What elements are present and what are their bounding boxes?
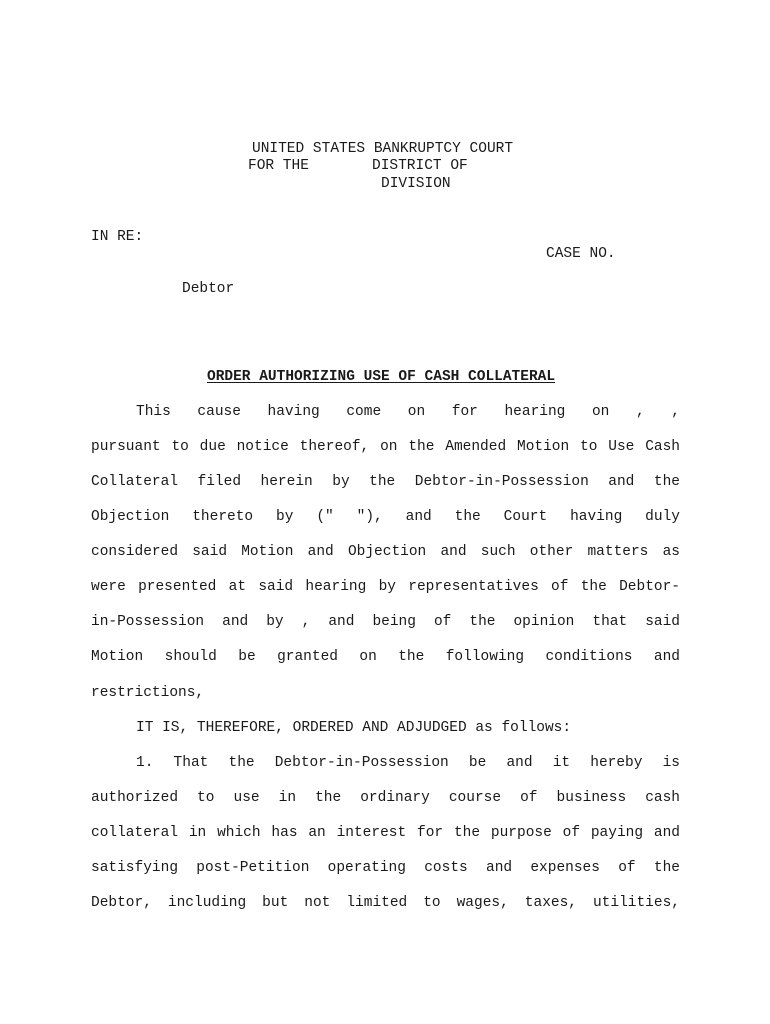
body-line: Collateral filed herein by the Debtor-in-Possession and the [91,474,680,490]
body-line: Motion should be granted on the following conditions and [91,649,680,665]
item-1-line: collateral in which has an interest for the purpose of paying and [91,825,680,841]
district-of-label: DISTRICT OF [372,158,468,174]
item-1-line: 1. That the Debtor-in-Possession be and it hereby is [136,755,680,771]
court-name: UNITED STATES BANKRUPTCY COURT [252,141,514,157]
debtor-label: Debtor [182,281,235,297]
body-line: Objection thereto by (" "), and the Court having duly [91,509,680,525]
order-title: ORDER AUTHORIZING USE OF CASH COLLATERAL [207,369,556,385]
division-label: DIVISION [381,176,451,192]
item-1-line: authorized to use in the ordinary course of business cash [91,790,680,806]
item-1-line: satisfying post-Petition operating costs and expenses of the [91,860,680,876]
ordered-adjudged-line: IT IS, THEREFORE, ORDERED AND ADJUDGED as follows: [136,720,572,736]
item-1-line: Debtor, including but not limited to wages, taxes, utilities, [91,895,680,911]
case-number-label: CASE NO. [546,246,616,262]
body-line: pursuant to due notice thereof, on the Amended Motion to Use Cash [91,439,680,455]
body-line: This cause having come on for hearing on , , [136,404,680,420]
body-line: in-Possession and by , and being of the opinion that said [91,614,680,630]
for-the-label: FOR THE [248,158,309,174]
body-line: were presented at said hearing by representatives of the Debtor- [91,579,680,595]
in-re-label: IN RE: [91,229,144,245]
body-line: considered said Motion and Objection and such other matters as [91,544,680,560]
body-line: restrictions, [91,685,205,701]
